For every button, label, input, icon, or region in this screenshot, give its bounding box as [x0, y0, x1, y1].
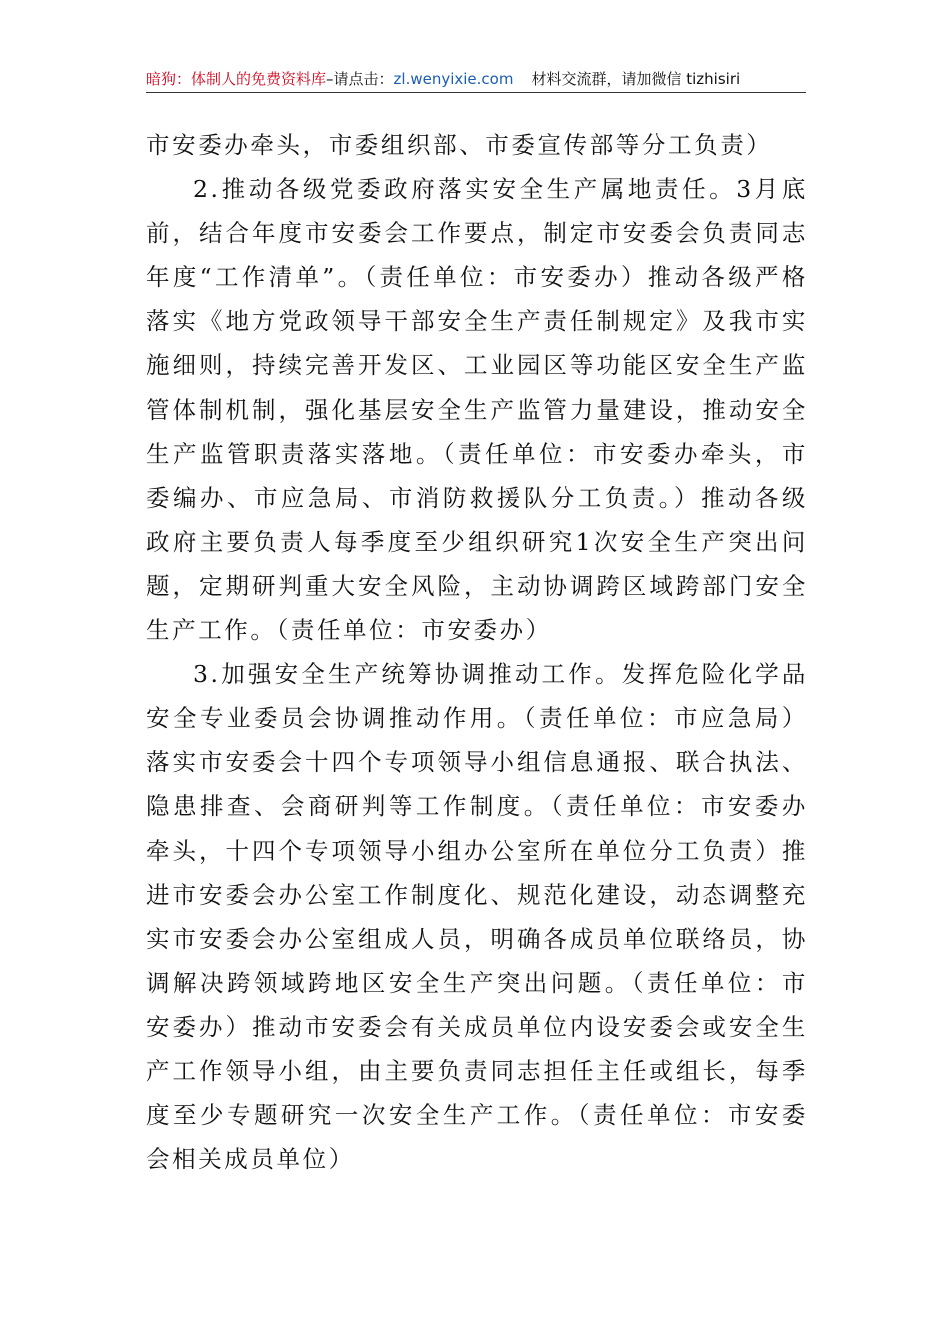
header-site-label: 暗狗：体制人的免费资料库 [146, 70, 327, 88]
page-header [146, 68, 806, 93]
paragraph-item-2: 2.推动各级党委政府落实安全生产属地责任。3月底前，结合年度市安委会工作要点，制定市安委会负责同志年度“工作清单”。（责任单位：市安委办）推动各级严格落实《地方党政领导干部安全生产责任制规定》及我市实施细则，持续完善开发区、工业园区等功能区安全生产监管体制机制，强化基层安全生产监管力量建设，推动安全生产监管职责落实落地。（责任单位：市安委办牵头，市委编办、市应急局、市消防救援队分工负责。）推动各级政府主要负责人每季度至少组织研究1次安全生产突出问题，定期研判重大安全风险，主动协调跨区域跨部门安全生产工作。（责任单位：市安委办） [146, 175, 808, 645]
header-group-label: 材料交流群，请加微信 tizhisiri [531, 70, 741, 88]
header-url-link[interactable]: zl.wenyixie.com [393, 70, 514, 88]
paragraph-item-3: 3.加强安全生产统筹协调推动工作。发挥危险化学品安全专业委员会协调推动作用。（责任单位：市应急局）落实市安委会十四个专项领导小组信息通报、联合执法、隐患排查、会商研判等工作制度。（责任单位：市安委办牵头，十四个专项领导小组办公室所在单位分工负责）推进市安委会办公室工作制度化、规范化建设，动态调整充实市安委会办公室组成人员，明确各成员单位联络员，协调解决跨领域跨地区安全生产突出问题。（责任单位：市安委办）推动市安委会有关成员单位内设安委会或安全生产工作领导小组，由主要负责同志担任主任或组长，每季度至少专题研究一次安全生产工作。（责任单位：市安委会相关成员单位） [146, 660, 808, 1174]
document-body [146, 123, 808, 1181]
paragraph-continuation: 市安委办牵头，市委组织部、市委宣传部等分工负责） [146, 131, 773, 159]
header-click-label: –请点击： [326, 70, 394, 88]
